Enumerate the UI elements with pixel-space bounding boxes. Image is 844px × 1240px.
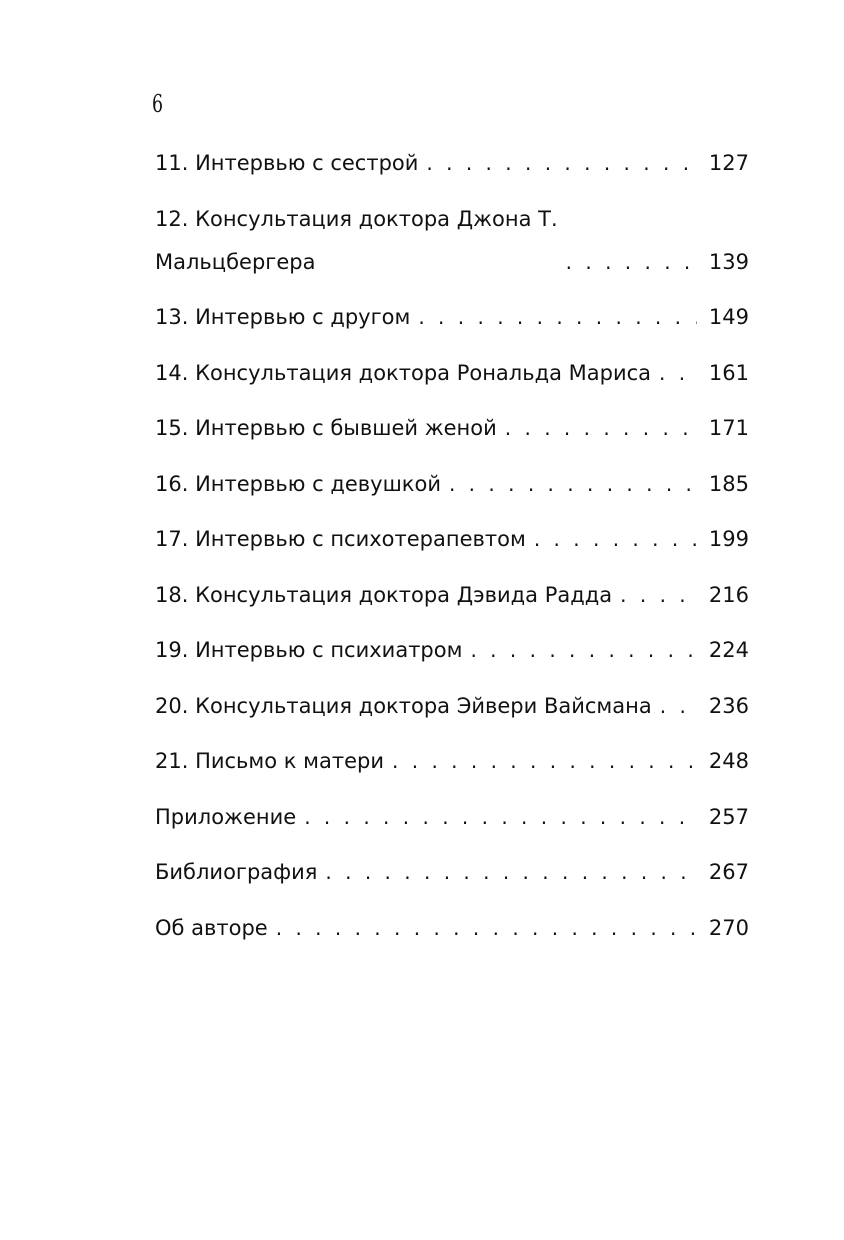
toc-entry-page: 161 <box>708 360 749 385</box>
dot-leader <box>304 802 697 832</box>
dot-leader <box>470 635 697 665</box>
dot-leader <box>418 302 697 332</box>
toc-entry-title: 20. Консультация доктора Эйвери Вайсмана <box>155 693 652 718</box>
dot-leader <box>426 148 697 178</box>
toc-entry <box>155 746 749 776</box>
toc-entry <box>155 148 749 178</box>
toc-entry-title: 16. Интервью с девушкой <box>155 471 441 496</box>
toc-entry-page: 171 <box>708 416 749 440</box>
toc-entry <box>155 691 749 721</box>
dot-leader <box>505 413 697 443</box>
table-of-contents <box>155 148 749 968</box>
dot-leader <box>449 469 697 499</box>
toc-entry-page: 199 <box>708 527 749 551</box>
toc-entry <box>155 524 749 554</box>
toc-entry-title: 19. Интервью с психиатром <box>155 638 463 662</box>
dot-leader <box>325 857 697 887</box>
dot-leader <box>660 691 697 721</box>
dot-leader <box>392 746 697 776</box>
toc-entry-page: 127 <box>708 151 749 175</box>
page-number: 6 <box>152 90 164 118</box>
toc-entry-title: 11. Интервью с сестрой <box>155 151 419 175</box>
toc-entry-page: 236 <box>708 693 749 718</box>
dot-leader <box>620 580 697 610</box>
toc-entry <box>155 580 749 610</box>
toc-entry-page: 216 <box>708 582 749 607</box>
toc-entry <box>155 469 749 499</box>
dot-leader <box>534 524 697 554</box>
toc-entry <box>155 302 749 332</box>
toc-entry-page: 185 <box>708 471 749 496</box>
toc-entry <box>155 857 749 887</box>
toc-entry-title: Библиография <box>155 860 318 884</box>
toc-entry-title: Приложение <box>155 804 297 829</box>
dot-leader <box>276 913 697 943</box>
toc-entry <box>155 802 749 832</box>
toc-entry-page: 267 <box>708 860 749 884</box>
dot-leader <box>566 247 697 277</box>
toc-entry <box>155 913 749 943</box>
toc-entry <box>155 204 749 277</box>
toc-entry <box>155 635 749 665</box>
toc-entry-title: 18. Консультация доктора Дэвида Радда <box>155 582 613 607</box>
toc-entry-page: 270 <box>708 915 749 940</box>
toc-entry-title: 21. Письмо к матери <box>155 749 385 773</box>
toc-entry-title: 13. Интервью с другом <box>155 305 411 329</box>
toc-entry-page: 248 <box>708 749 749 773</box>
toc-entry-title: 15. Интервью с бывшей женой <box>155 416 497 440</box>
toc-entry-page: 257 <box>708 804 749 829</box>
dot-leader <box>659 358 697 388</box>
toc-entry-title: 14. Консультация доктора Рональда Мариса <box>155 360 652 385</box>
toc-entry-title-line1: 12. Консультация доктора Джона Т. <box>155 206 558 231</box>
toc-entry-page: 139 <box>708 249 749 274</box>
toc-entry-page: 224 <box>708 638 749 662</box>
toc-entry-page: 149 <box>708 305 749 329</box>
toc-entry <box>155 413 749 443</box>
toc-entry-title <box>155 204 558 277</box>
toc-entry-title-line2: Мальцбергера <box>155 249 316 274</box>
toc-entry-title: Об авторе <box>155 915 268 940</box>
toc-entry <box>155 358 749 388</box>
toc-entry-title: 17. Интервью с психотерапевтом <box>155 527 526 551</box>
